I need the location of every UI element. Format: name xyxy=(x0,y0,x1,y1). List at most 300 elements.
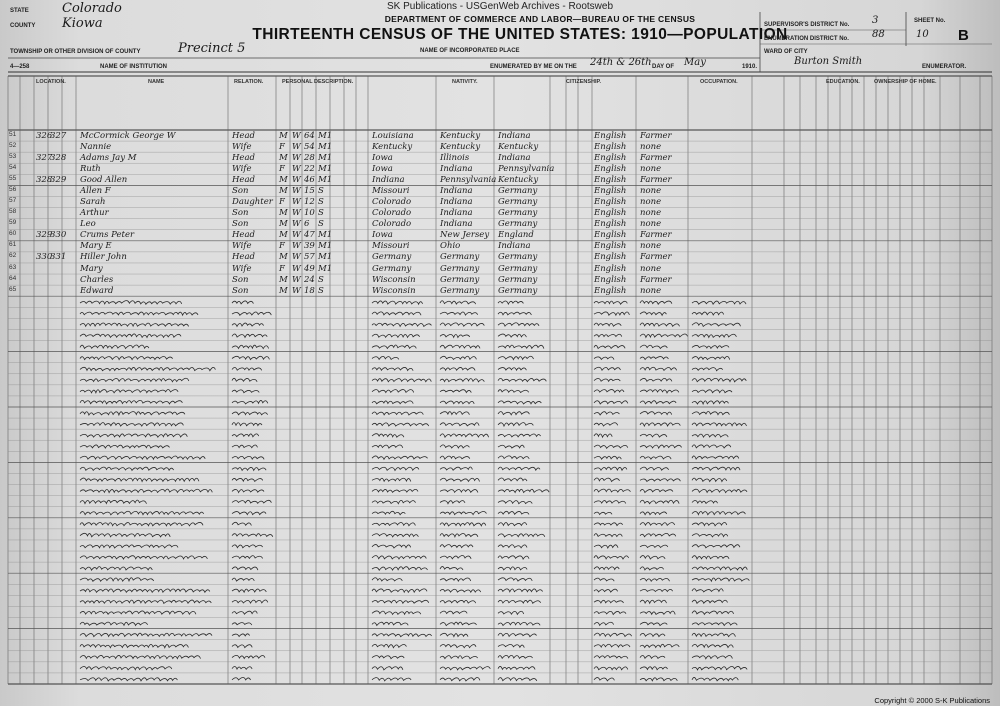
age: 54 xyxy=(304,141,315,152)
handwriting-scribble xyxy=(440,390,471,393)
row-number: 52 xyxy=(9,141,17,149)
handwriting-scribble xyxy=(640,345,667,348)
handwriting-scribble xyxy=(372,678,411,681)
person-name: Charles xyxy=(80,274,114,285)
handwriting-scribble xyxy=(594,467,627,470)
handwriting-scribble xyxy=(232,567,258,570)
race: W xyxy=(292,197,301,207)
handwriting-scribble xyxy=(440,434,489,437)
dwelling-number: 328 xyxy=(36,174,53,185)
occupation: none xyxy=(640,241,662,252)
handwriting-scribble xyxy=(440,501,465,504)
handwriting-scribble xyxy=(498,622,540,625)
marital-status: M1 xyxy=(318,152,333,163)
handwriting-scribble xyxy=(80,456,205,459)
handwriting-scribble xyxy=(440,622,477,625)
father-birthplace: Germany xyxy=(440,263,480,274)
handwriting-scribble xyxy=(594,633,632,636)
handwriting-scribble xyxy=(640,633,665,636)
marital-status: S xyxy=(318,274,324,285)
handwriting-scribble xyxy=(640,401,676,404)
sex: M xyxy=(279,130,288,141)
occupation: none xyxy=(640,185,662,196)
handwriting-scribble xyxy=(594,312,629,315)
age: 10 xyxy=(304,208,315,219)
marital-status: M1 xyxy=(318,174,333,185)
marital-status: S xyxy=(318,208,324,219)
marital-status: S xyxy=(318,197,324,207)
handwriting-scribble xyxy=(640,545,668,547)
father-birthplace: Germany xyxy=(440,274,480,285)
handwriting-scribble xyxy=(498,600,541,603)
age: 12 xyxy=(304,197,315,207)
handwriting-scribble xyxy=(640,533,676,536)
handwriting-scribble xyxy=(594,390,624,393)
handwriting-scribble xyxy=(232,645,252,648)
handwriting-scribble xyxy=(232,600,268,603)
handwriting-scribble xyxy=(498,633,537,636)
occupation: Farmer xyxy=(640,274,672,285)
handwriting-scribble xyxy=(372,434,404,438)
occupation: Farmer xyxy=(640,252,672,263)
handwriting-scribble xyxy=(692,633,735,637)
handwriting-scribble xyxy=(232,323,264,326)
handwriting-scribble xyxy=(498,456,529,459)
person-name: Adams Jay M xyxy=(80,152,137,163)
age: 24 xyxy=(304,274,315,285)
handwriting-scribble xyxy=(692,390,732,393)
relation: Son xyxy=(232,208,249,219)
dwelling-number: 330 xyxy=(36,252,53,263)
occupation: none xyxy=(640,141,662,152)
enumerated-month: May xyxy=(684,57,706,68)
handwriting-scribble xyxy=(440,589,481,592)
father-birthplace: Indiana xyxy=(440,185,473,196)
mother-birthplace: Germany xyxy=(498,208,538,219)
handwriting-scribble xyxy=(232,445,258,448)
father-birthplace: Kentucky xyxy=(440,130,481,141)
handwriting-scribble xyxy=(692,500,718,503)
handwriting-scribble xyxy=(692,666,747,669)
handwriting-scribble xyxy=(498,511,529,514)
place-label: NAME OF INCORPORATED PLACE xyxy=(420,48,520,54)
handwriting-scribble xyxy=(440,489,478,492)
handwriting-scribble xyxy=(232,412,268,415)
race: W xyxy=(292,285,301,296)
handwriting-scribble xyxy=(232,634,250,637)
handwriting-scribble xyxy=(80,489,212,493)
family-number: 329 xyxy=(50,174,67,185)
handwriting-scribble xyxy=(594,478,620,481)
handwriting-scribble xyxy=(640,301,672,304)
enumeration-label: ENUMERATION DISTRICT No. xyxy=(764,36,849,42)
handwriting-scribble xyxy=(640,456,671,459)
handwriting-scribble xyxy=(498,345,544,348)
handwriting-scribble xyxy=(80,445,170,448)
handwriting-scribble xyxy=(440,445,469,448)
section-personal: PERSONAL DESCRIPTION. xyxy=(282,79,354,85)
handwriting-scribble xyxy=(232,456,264,459)
handwriting-scribble xyxy=(80,389,178,392)
row-number: 60 xyxy=(9,230,17,238)
handwriting-scribble xyxy=(232,356,269,359)
family-number: 328 xyxy=(50,152,67,163)
handwriting-scribble xyxy=(232,623,252,625)
handwriting-scribble xyxy=(498,678,537,681)
marital-status: M1 xyxy=(318,141,333,152)
department-line: DEPARTMENT OF COMMERCE AND LABOR—BUREAU OF THE CENSUS xyxy=(384,14,696,24)
handwriting-scribble xyxy=(498,645,524,648)
handwriting-scribble xyxy=(640,312,666,315)
township-value: Precinct 5 xyxy=(178,41,246,56)
handwriting-scribble xyxy=(692,611,734,614)
handwriting-scribble xyxy=(232,301,253,304)
handwriting-scribble xyxy=(498,378,546,381)
section-location: LOCATION. xyxy=(36,79,66,85)
day-of-label: DAY OF xyxy=(652,64,675,70)
row-number: 65 xyxy=(9,285,17,293)
handwriting-scribble xyxy=(372,644,406,647)
marital-status: S xyxy=(318,219,324,230)
handwriting-scribble xyxy=(498,578,532,581)
handwriting-scribble xyxy=(498,534,545,537)
person-name: Hiller John xyxy=(80,252,127,263)
birthplace: Missouri xyxy=(372,185,410,196)
row-number: 53 xyxy=(9,152,17,160)
handwriting-scribble xyxy=(372,334,420,337)
handwriting-scribble xyxy=(372,522,415,525)
handwriting-scribble xyxy=(692,368,723,371)
birthplace: Indiana xyxy=(372,174,405,185)
handwriting-scribble xyxy=(80,434,187,437)
handwriting-scribble xyxy=(498,301,523,304)
relation: Son xyxy=(232,274,249,285)
relation: Son xyxy=(232,285,249,296)
township-label: TOWNSHIP OR OTHER DIVISION OF COUNTY xyxy=(10,49,141,55)
handwriting-scribble xyxy=(498,567,527,570)
language: English xyxy=(594,241,627,252)
person-name: Crums Peter xyxy=(80,230,135,241)
handwriting-scribble xyxy=(232,522,251,525)
language: English xyxy=(594,174,627,185)
section-ownership: OWNERSHIP OF HOME. xyxy=(874,79,937,85)
handwriting-scribble xyxy=(640,667,668,670)
handwriting-scribble xyxy=(640,611,675,614)
father-birthplace: Indiana xyxy=(440,208,473,219)
section-education: EDUCATION. xyxy=(826,79,860,85)
handwriting-scribble xyxy=(692,534,728,537)
handwriting-scribble xyxy=(80,400,182,404)
race: W xyxy=(292,208,301,219)
mother-birthplace: Germany xyxy=(498,185,538,196)
handwriting-scribble xyxy=(372,401,413,404)
supervisor-value: 3 xyxy=(872,15,879,26)
handwriting-scribble xyxy=(232,578,254,581)
handwriting-scribble xyxy=(692,467,740,470)
handwriting-scribble xyxy=(372,656,404,659)
age: 18 xyxy=(304,285,315,296)
birthplace: Colorado xyxy=(372,208,412,219)
handwriting-scribble xyxy=(372,556,426,559)
mother-birthplace: Germany xyxy=(498,252,538,263)
handwriting-scribble xyxy=(80,678,177,681)
handwriting-scribble xyxy=(692,323,741,327)
handwriting-scribble xyxy=(80,423,183,426)
age: 22 xyxy=(304,163,315,174)
county-label: COUNTY xyxy=(10,23,36,29)
race: W xyxy=(292,174,301,185)
race: W xyxy=(292,219,301,230)
person-name: Allen F xyxy=(80,185,111,196)
birthplace: Missouri xyxy=(372,241,410,252)
handwriting-scribble xyxy=(692,677,738,680)
handwriting-scribble xyxy=(232,390,259,393)
handwriting-scribble xyxy=(692,556,729,559)
handwriting-scribble xyxy=(440,600,476,603)
handwriting-scribble xyxy=(372,390,414,393)
handwriting-scribble xyxy=(692,423,747,426)
handwriting-scribble xyxy=(594,644,630,647)
handwriting-scribble xyxy=(372,356,399,359)
handwriting-scribble xyxy=(372,412,423,415)
row-number: 54 xyxy=(9,163,17,171)
handwriting-scribble xyxy=(372,600,429,603)
handwriting-scribble xyxy=(640,556,665,559)
age: 6 xyxy=(304,219,310,230)
handwriting-scribble xyxy=(232,312,271,315)
person-name: McCormick George W xyxy=(80,130,176,141)
relation: Son xyxy=(232,219,249,230)
handwriting-scribble xyxy=(498,478,527,481)
row-number: 63 xyxy=(9,263,17,271)
mother-birthplace: Kentucky xyxy=(498,174,539,185)
mother-birthplace: Indiana xyxy=(498,241,531,252)
handwriting-scribble xyxy=(640,445,682,448)
handwriting-scribble xyxy=(372,534,418,537)
row-number: 64 xyxy=(9,274,17,282)
sex: M xyxy=(279,274,288,285)
enumerator-label: ENUMERATOR. xyxy=(922,64,967,70)
handwriting-scribble xyxy=(640,644,679,647)
handwriting-scribble xyxy=(440,667,490,670)
sex: F xyxy=(279,197,285,207)
age: 64 xyxy=(304,130,315,141)
handwriting-scribble xyxy=(440,301,476,304)
age: 49 xyxy=(304,263,315,274)
dwelling-number: 326 xyxy=(36,130,53,141)
relation: Head xyxy=(232,174,255,185)
enumerated-label: ENUMERATED BY ME ON THE xyxy=(490,64,577,70)
handwriting-scribble xyxy=(640,655,665,658)
handwriting-scribble xyxy=(440,633,468,636)
language: English xyxy=(594,252,627,263)
section-citizenship: CITIZENSHIP. xyxy=(566,79,602,85)
handwriting-scribble xyxy=(80,511,204,515)
marital-status: M1 xyxy=(318,230,333,241)
mother-birthplace: Germany xyxy=(498,263,538,274)
handwriting-scribble xyxy=(498,434,541,437)
marital-status: M1 xyxy=(318,130,333,141)
relation: Head xyxy=(232,252,255,263)
handwriting-scribble xyxy=(692,545,740,548)
sex: M xyxy=(279,285,288,296)
handwriting-scribble xyxy=(232,378,257,382)
handwriting-scribble xyxy=(440,467,472,470)
handwriting-scribble xyxy=(232,434,259,437)
handwriting-scribble xyxy=(594,523,623,526)
sex: F xyxy=(279,141,285,152)
handwriting-scribble xyxy=(440,656,478,659)
sex: M xyxy=(279,219,288,230)
handwriting-scribble xyxy=(440,379,484,382)
handwriting-scribble xyxy=(640,367,677,370)
handwriting-scribble xyxy=(440,545,473,548)
race: W xyxy=(292,130,301,141)
handwriting-scribble xyxy=(692,623,737,626)
handwriting-scribble xyxy=(498,501,532,504)
occupation: Farmer xyxy=(640,230,672,241)
handwriting-scribble xyxy=(80,545,178,548)
handwriting-scribble xyxy=(80,567,152,571)
handwriting-scribble xyxy=(640,434,667,437)
handwriting-scribble xyxy=(232,400,268,403)
birthplace: Louisiana xyxy=(372,130,414,141)
enumeration-value: 88 xyxy=(872,29,885,40)
relation: Head xyxy=(232,230,255,241)
handwriting-scribble xyxy=(692,334,736,337)
language: English xyxy=(594,285,627,296)
handwriting-scribble xyxy=(498,666,535,669)
handwriting-scribble xyxy=(80,578,154,582)
handwriting-scribble xyxy=(692,412,729,415)
handwriting-scribble xyxy=(594,600,624,603)
family-number: 331 xyxy=(50,252,67,263)
handwriting-scribble xyxy=(440,678,480,681)
handwriting-scribble xyxy=(440,534,478,537)
handwriting-scribble xyxy=(372,489,418,492)
handwriting-scribble xyxy=(80,655,201,658)
state-value: Colorado xyxy=(62,1,122,16)
marital-status: S xyxy=(318,285,324,296)
relation: Son xyxy=(232,185,249,196)
handwriting-scribble xyxy=(594,501,626,504)
race: W xyxy=(292,185,301,196)
handwriting-scribble xyxy=(640,512,667,515)
birthplace: Colorado xyxy=(372,197,412,207)
father-birthplace: Germany xyxy=(440,285,480,296)
handwriting-scribble xyxy=(232,611,257,614)
age: 39 xyxy=(304,241,315,252)
handwriting-scribble xyxy=(372,312,421,315)
handwriting-scribble xyxy=(440,312,478,315)
handwriting-scribble xyxy=(594,378,620,381)
handwriting-scribble xyxy=(440,567,463,570)
handwriting-scribble xyxy=(692,301,746,304)
occupation: Farmer xyxy=(640,152,672,163)
handwriting-scribble xyxy=(232,500,271,503)
handwriting-scribble xyxy=(594,401,628,404)
handwriting-scribble xyxy=(594,301,627,304)
occupation: none xyxy=(640,219,662,230)
handwriting-scribble xyxy=(498,401,541,404)
handwriting-scribble xyxy=(372,456,428,459)
handwriting-scribble xyxy=(80,312,198,315)
mother-birthplace: Germany xyxy=(498,219,538,230)
birthplace: Wisconsin xyxy=(372,285,416,296)
person-name: Mary E xyxy=(80,241,112,252)
race: W xyxy=(292,230,301,241)
handwriting-scribble xyxy=(232,489,264,492)
birthplace: Kentucky xyxy=(372,141,413,152)
sex: M xyxy=(279,152,288,163)
handwriting-scribble xyxy=(692,655,732,658)
handwriting-scribble xyxy=(640,423,680,426)
handwriting-scribble xyxy=(640,489,673,492)
person-name: Arthur xyxy=(80,208,109,219)
sheet-number: 10 xyxy=(916,29,929,40)
handwriting-scribble xyxy=(498,323,539,326)
age: 57 xyxy=(304,252,315,263)
handwriting-scribble xyxy=(594,512,612,514)
section-name: NAME xyxy=(148,79,165,85)
source-banner: SK Publications - USGenWeb Archives - Rootsweb xyxy=(386,1,614,12)
handwriting-scribble xyxy=(440,456,470,459)
handwriting-scribble xyxy=(440,367,475,370)
mother-birthplace: Kentucky xyxy=(498,141,539,152)
handwriting-scribble xyxy=(372,500,416,503)
handwriting-scribble xyxy=(232,478,263,481)
copyright: Copyright © 2000 S-K Publications xyxy=(874,695,990,705)
handwriting-scribble xyxy=(498,368,526,371)
handwriting-scribble xyxy=(372,667,403,670)
mother-birthplace: Germany xyxy=(498,274,538,285)
county-value: Kiowa xyxy=(62,16,103,31)
mother-birthplace: Indiana xyxy=(498,130,531,141)
language: English xyxy=(594,141,627,152)
marital-status: M1 xyxy=(318,263,333,274)
mother-birthplace: England xyxy=(498,230,534,241)
handwriting-scribble xyxy=(372,379,431,382)
handwriting-scribble xyxy=(594,611,626,614)
handwriting-scribble xyxy=(640,589,673,591)
handwriting-scribble xyxy=(498,412,529,415)
handwriting-scribble xyxy=(498,445,524,448)
section-relation: RELATION. xyxy=(234,79,264,85)
handwriting-scribble xyxy=(498,545,527,548)
language: English xyxy=(594,230,627,241)
relation: Wife xyxy=(232,141,252,152)
occupation: Farmer xyxy=(640,130,672,141)
handwriting-scribble xyxy=(80,367,215,370)
handwriting-scribble xyxy=(498,312,531,315)
handwriting-scribble xyxy=(440,423,479,426)
race: W xyxy=(292,252,301,263)
handwriting-scribble xyxy=(692,523,727,526)
supervisor-label: SUPERVISOR'S DISTRICT No. xyxy=(764,22,850,28)
handwriting-scribble xyxy=(372,611,421,614)
occupation: none xyxy=(640,208,662,219)
sex: M xyxy=(279,208,288,219)
handwriting-scribble xyxy=(594,434,612,437)
handwriting-scribble xyxy=(372,578,402,581)
handwriting-scribble xyxy=(232,467,266,470)
marital-status: M1 xyxy=(318,241,333,252)
handwriting-scribble xyxy=(372,545,411,548)
handwriting-scribble xyxy=(232,589,266,592)
handwriting-scribble xyxy=(372,589,427,592)
row-number: 51 xyxy=(9,130,17,138)
handwriting-scribble xyxy=(594,678,614,681)
